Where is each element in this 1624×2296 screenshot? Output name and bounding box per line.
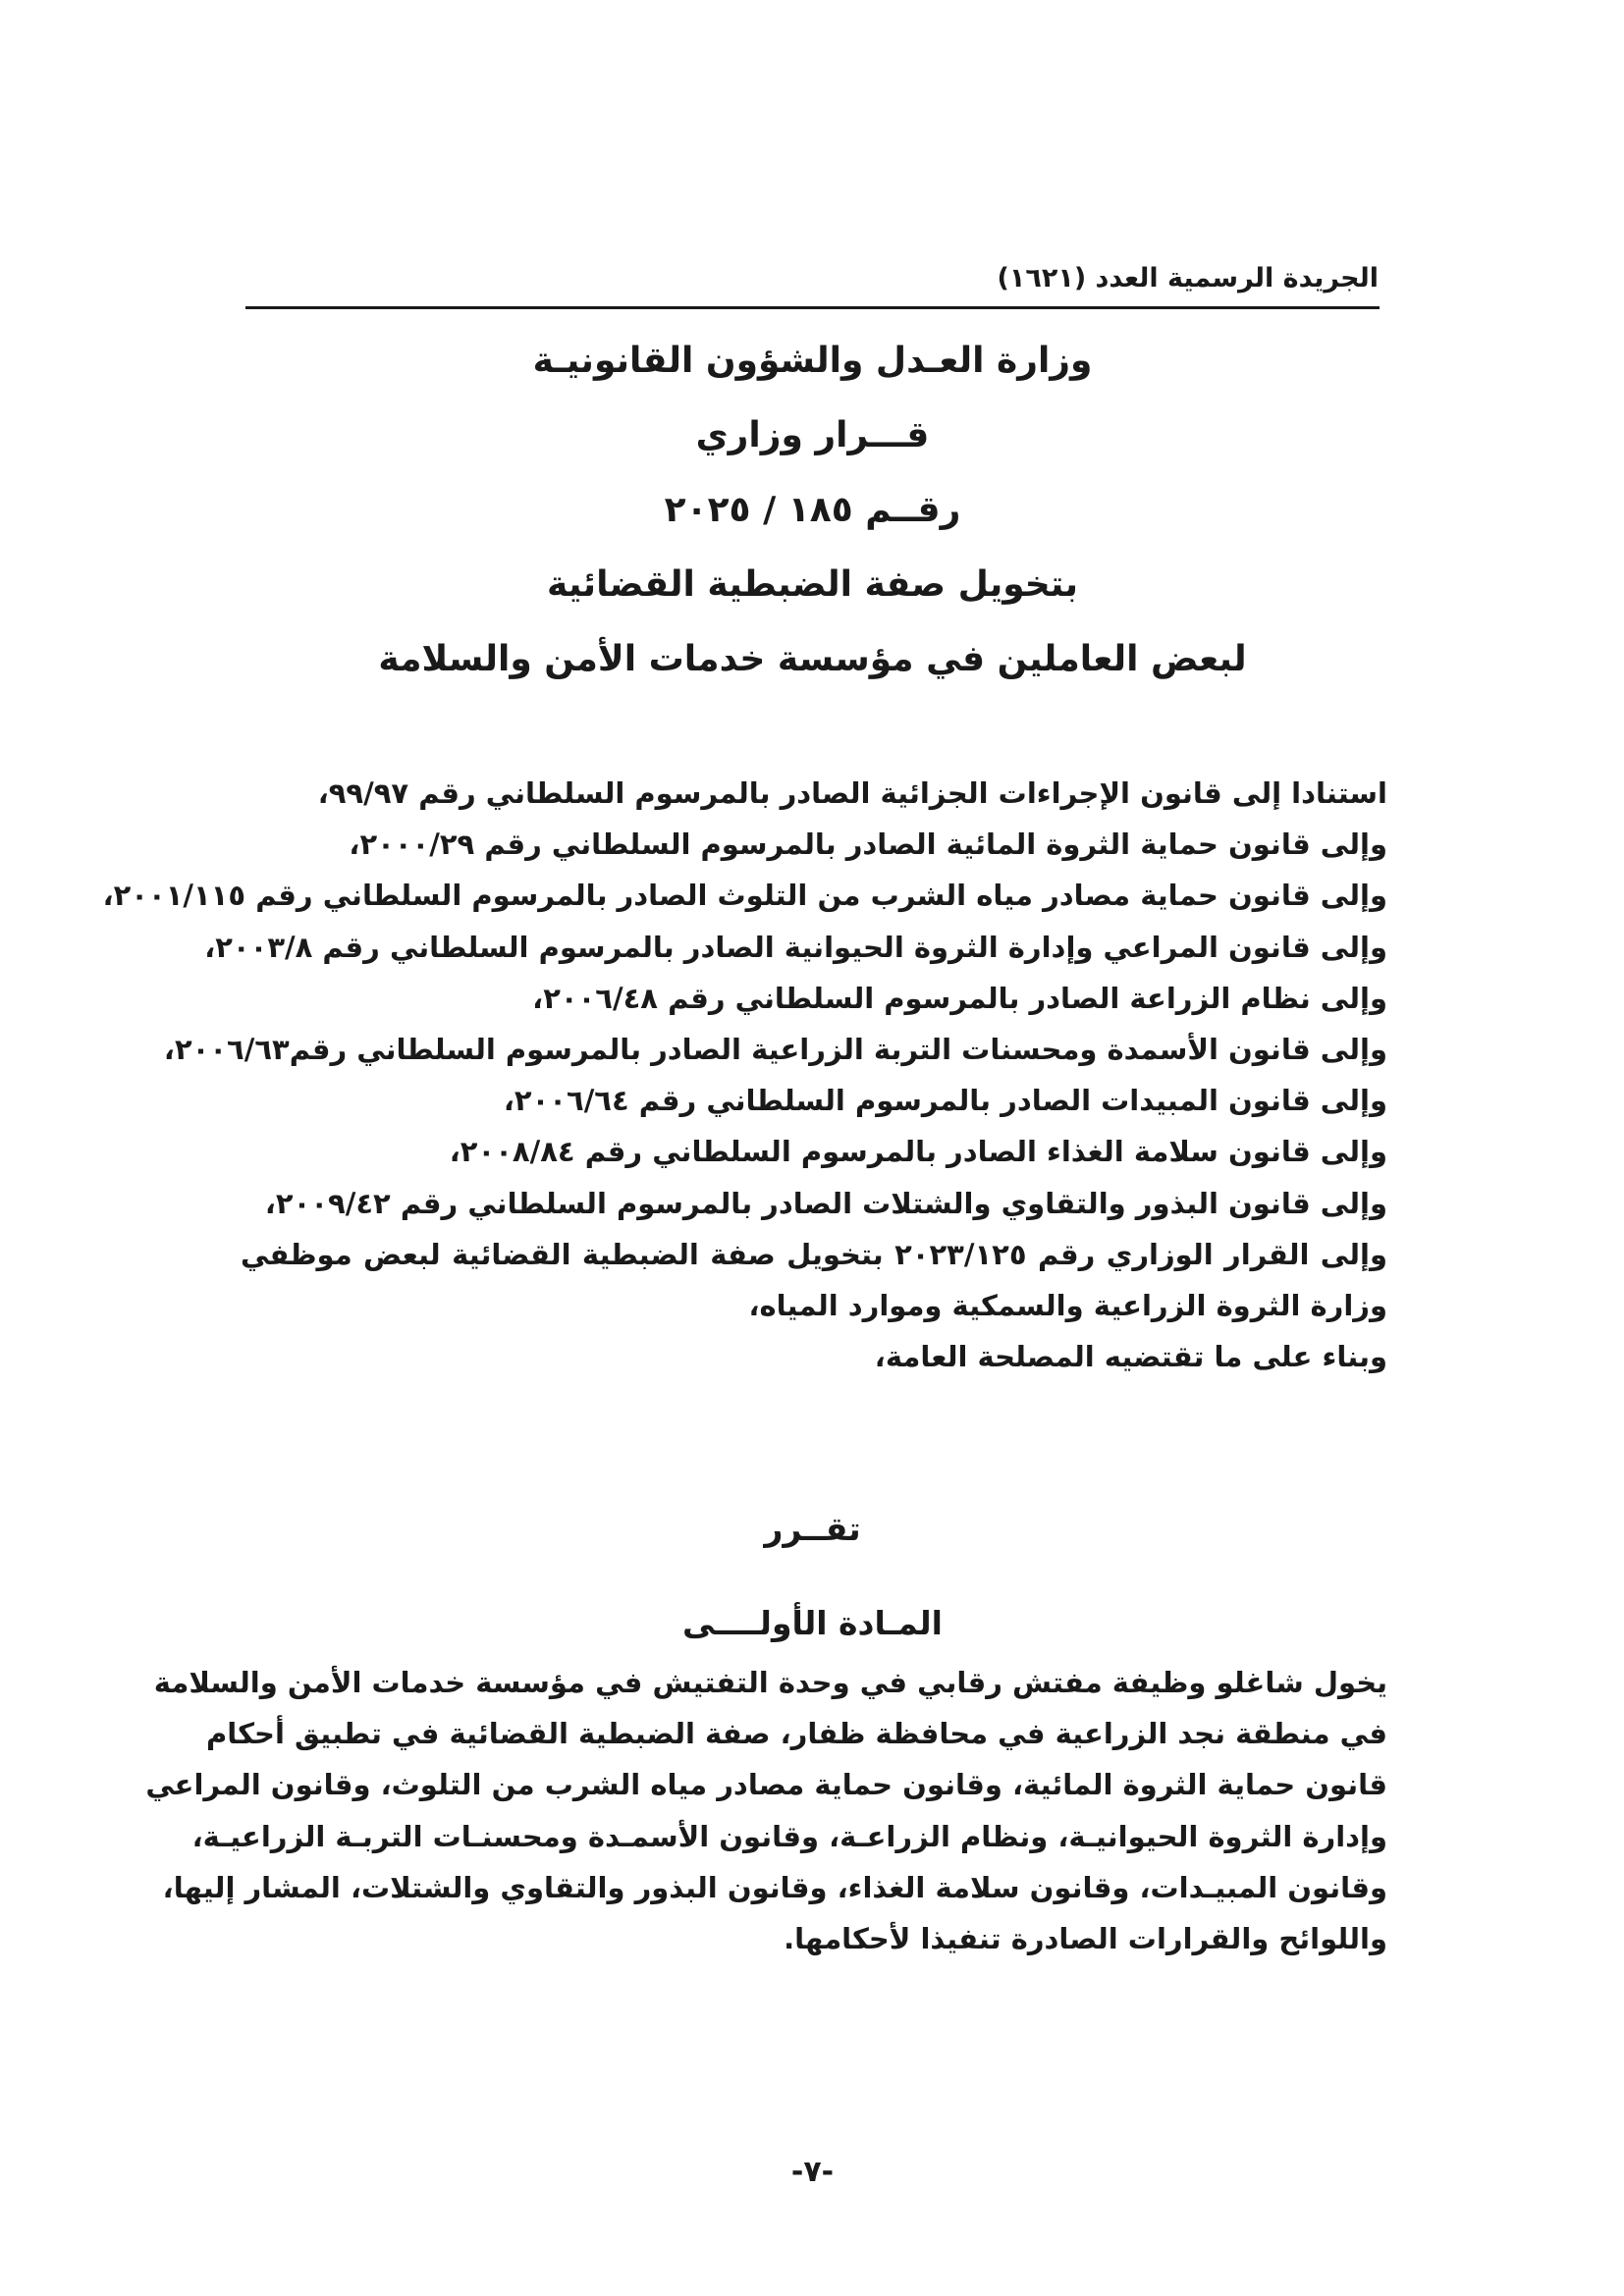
preamble-line: وإلى قانون حماية الثروة المائية الصادر بالمرسوم السلطاني رقم ٢٠٠٠/٢٩، <box>349 828 1387 862</box>
preamble-line: وإلى نظام الزراعة الصادر بالمرسوم السلطاني رقم ٢٠٠٦/٤٨، <box>532 981 1387 1015</box>
subject-line-2: لبعض العاملين في مؤسسة خدمات الأمن والسلامة <box>378 639 1247 679</box>
preamble-line: وإلى القرار الوزاري رقم ٢٠٢٣/١٢٥ بتخويل صفة الضبطية القضائية لبعض موظفي <box>241 1237 1387 1271</box>
article-1-title: المـادة الأولــــى <box>682 1604 943 1642</box>
preamble-line: وإلى قانون المبيدات الصادر بالمرسوم السلطاني رقم ٢٠٠٦/٦٤، <box>503 1084 1387 1118</box>
article-line: وإدارة الثروة الحيوانيـة، ونظام الزراعـة، وقانون الأسمـدة ومحسنـات التربـة الزراعيـة، <box>191 1819 1387 1853</box>
decision-number: رقــم ١٨٥ / ٢٠٢٥ <box>664 490 961 530</box>
running-header: الجريدة الرسمية العدد (١٦٢١) <box>997 263 1379 294</box>
preamble <box>102 768 1387 1382</box>
subject-line-1: بتخويل صفة الضبطية القضائية <box>547 564 1078 605</box>
preamble-line: وإلى قانون البذور والتقاوي والشتلات الصادر بالمرسوم السلطاني رقم ٢٠٠٩/٤٢، <box>264 1186 1387 1220</box>
title-block <box>245 324 1380 697</box>
document-type: قـــرار وزاري <box>695 415 930 455</box>
preamble-line: وبناء على ما تقتضيه المصلحة العامة، <box>874 1340 1387 1374</box>
preamble-line: وإلى قانون الأسمدة ومحسنات التربة الزراعية الصادر بالمرسوم السلطاني رقم٢٠٠٦/٦٣، <box>163 1032 1387 1066</box>
article-line: قانون حماية الثروة المائية، وقانون حماية مصادر مياه الشرب من التلوث، وقانون المراعي <box>145 1768 1387 1802</box>
ministry-name: وزارة العـدل والشؤون القانونيـة <box>532 341 1093 381</box>
article-1-body <box>145 1657 1387 1964</box>
article-line: وقانون المبيـدات، وقانون سلامة الغذاء، وقانون البذور والتقاوي والشتلات، المشار إليها، <box>162 1870 1387 1904</box>
article-line: واللوائح والقرارات الصادرة تنفيذا لأحكامها. <box>784 1921 1387 1955</box>
preamble-line: وإلى قانون سلامة الغذاء الصادر بالمرسوم السلطاني رقم ٢٠٠٨/٨٤، <box>449 1135 1387 1169</box>
preamble-line: استنادا إلى قانون الإجراءات الجزائية الصادر بالمرسوم السلطاني رقم ٩٩/٩٧، <box>317 776 1387 810</box>
header-rule <box>245 306 1380 309</box>
preamble-line: وزارة الثروة الزراعية والسمكية وموارد المياه، <box>748 1288 1387 1322</box>
article-line: في منطقة نجد الزراعية في محافظة ظفار، صفة الضبطية القضائية في تطبيق أحكام <box>206 1717 1387 1751</box>
page-number: -٧- <box>790 2155 835 2189</box>
preamble-line: وإلى قانون حماية مصادر مياه الشرب من التلوث الصادر بالمرسوم السلطاني رقم ٢٠٠١/١١٥، <box>102 879 1387 913</box>
article-line: يخول شاغلو وظيفة مفتش رقابي في وحدة التفتيش في مؤسسة خدمات الأمن والسلامة <box>153 1666 1387 1699</box>
preamble-line: وإلى قانون المراعي وإدارة الثروة الحيوانية الصادر بالمرسوم السلطاني رقم ٢٠٠٣/٨، <box>204 930 1387 964</box>
decides-heading: تقــرر <box>764 1510 861 1548</box>
